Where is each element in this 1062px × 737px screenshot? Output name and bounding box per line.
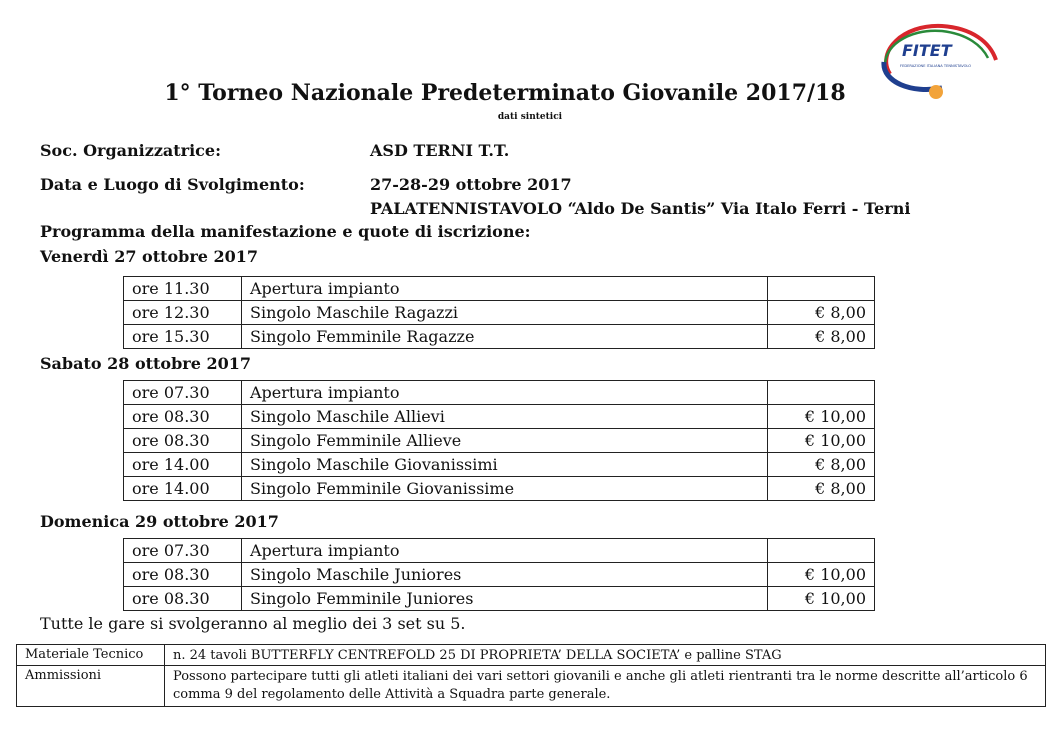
table-row — [124, 539, 875, 563]
table-row — [124, 587, 875, 611]
schedule-table-saturday — [123, 380, 875, 501]
price-cell: € 8,00 — [768, 477, 875, 501]
org-label: Soc. Organizzatrice: — [40, 141, 222, 160]
table-row — [17, 666, 1046, 707]
time-cell: ore 08.30 — [124, 405, 242, 429]
detail-value: Possono partecipare tutti gli atleti italiani dei vari settori giovanili e anche gli atleti rientranti tra le norme descritte all’articolo 6 comma 9 del regolamento delle Attività a Squadra parte generale. — [165, 666, 1046, 707]
time-cell: ore 07.30 — [124, 381, 242, 405]
detail-value: n. 24 tavoli BUTTERFLY CENTREFOLD 25 DI PROPRIETA’ DELLA SOCIETA’ e palline STAG — [165, 645, 1046, 666]
date-value: 27-28-29 ottobre 2017 — [370, 175, 572, 194]
event-cell: Singolo Femminile Allieve — [242, 429, 768, 453]
table-row — [17, 645, 1046, 666]
schedule-table-friday — [123, 276, 875, 349]
format-note: Tutte le gare si svolgeranno al meglio dei 3 set su 5. — [40, 614, 466, 633]
time-cell: ore 08.30 — [124, 563, 242, 587]
price-cell: € 10,00 — [768, 429, 875, 453]
event-cell: Singolo Maschile Juniores — [242, 563, 768, 587]
price-cell: € 8,00 — [768, 301, 875, 325]
day-label: Sabato 28 ottobre 2017 — [40, 354, 251, 373]
table-row — [124, 381, 875, 405]
table-row — [124, 277, 875, 301]
table-row — [124, 477, 875, 501]
table-row — [124, 563, 875, 587]
table-row — [124, 405, 875, 429]
price-cell — [768, 277, 875, 301]
time-cell: ore 14.00 — [124, 453, 242, 477]
place-value: PALATENNISTAVOLO “Aldo De Santis” Via Italo Ferri - Terni — [370, 199, 911, 218]
time-cell: ore 07.30 — [124, 539, 242, 563]
event-cell: Singolo Femminile Ragazze — [242, 325, 768, 349]
event-cell: Apertura impianto — [242, 277, 768, 301]
date-label: Data e Luogo di Svolgimento: — [40, 175, 305, 194]
time-cell: ore 12.30 — [124, 301, 242, 325]
time-cell: ore 08.30 — [124, 429, 242, 453]
price-cell: € 8,00 — [768, 325, 875, 349]
event-cell: Apertura impianto — [242, 539, 768, 563]
table-row — [124, 301, 875, 325]
org-value: ASD TERNI T.T. — [370, 141, 510, 160]
event-cell: Singolo Femminile Juniores — [242, 587, 768, 611]
event-cell: Singolo Maschile Giovanissimi — [242, 453, 768, 477]
details-table — [16, 644, 1046, 707]
detail-label: Ammissioni — [17, 666, 165, 707]
price-cell: € 10,00 — [768, 405, 875, 429]
logo-text: FITET — [902, 41, 952, 60]
day-label: Domenica 29 ottobre 2017 — [40, 512, 279, 531]
price-cell: € 10,00 — [768, 587, 875, 611]
event-cell: Singolo Maschile Allievi — [242, 405, 768, 429]
table-row — [124, 453, 875, 477]
schedule-table-sunday — [123, 538, 875, 611]
price-cell — [768, 539, 875, 563]
page-subtitle: dati sintetici — [497, 112, 563, 122]
time-cell: ore 11.30 — [124, 277, 242, 301]
program-label: Programma della manifestazione e quote di iscrizione: — [40, 222, 531, 241]
price-cell: € 8,00 — [768, 453, 875, 477]
page-title: 1° Torneo Nazionale Predeterminato Giovanile 2017/18 — [164, 80, 846, 106]
day-label: Venerdì 27 ottobre 2017 — [40, 247, 259, 266]
table-row — [124, 325, 875, 349]
time-cell: ore 14.00 — [124, 477, 242, 501]
logo-subtext: FEDERAZIONE ITALIANA TENNISTAVOLO — [900, 64, 972, 68]
event-cell: Apertura impianto — [242, 381, 768, 405]
time-cell: ore 15.30 — [124, 325, 242, 349]
price-cell — [768, 381, 875, 405]
detail-label: Materiale Tecnico — [17, 645, 165, 666]
event-cell: Singolo Maschile Ragazzi — [242, 301, 768, 325]
time-cell: ore 08.30 — [124, 587, 242, 611]
event-cell: Singolo Femminile Giovanissime — [242, 477, 768, 501]
table-row — [124, 429, 875, 453]
price-cell: € 10,00 — [768, 563, 875, 587]
